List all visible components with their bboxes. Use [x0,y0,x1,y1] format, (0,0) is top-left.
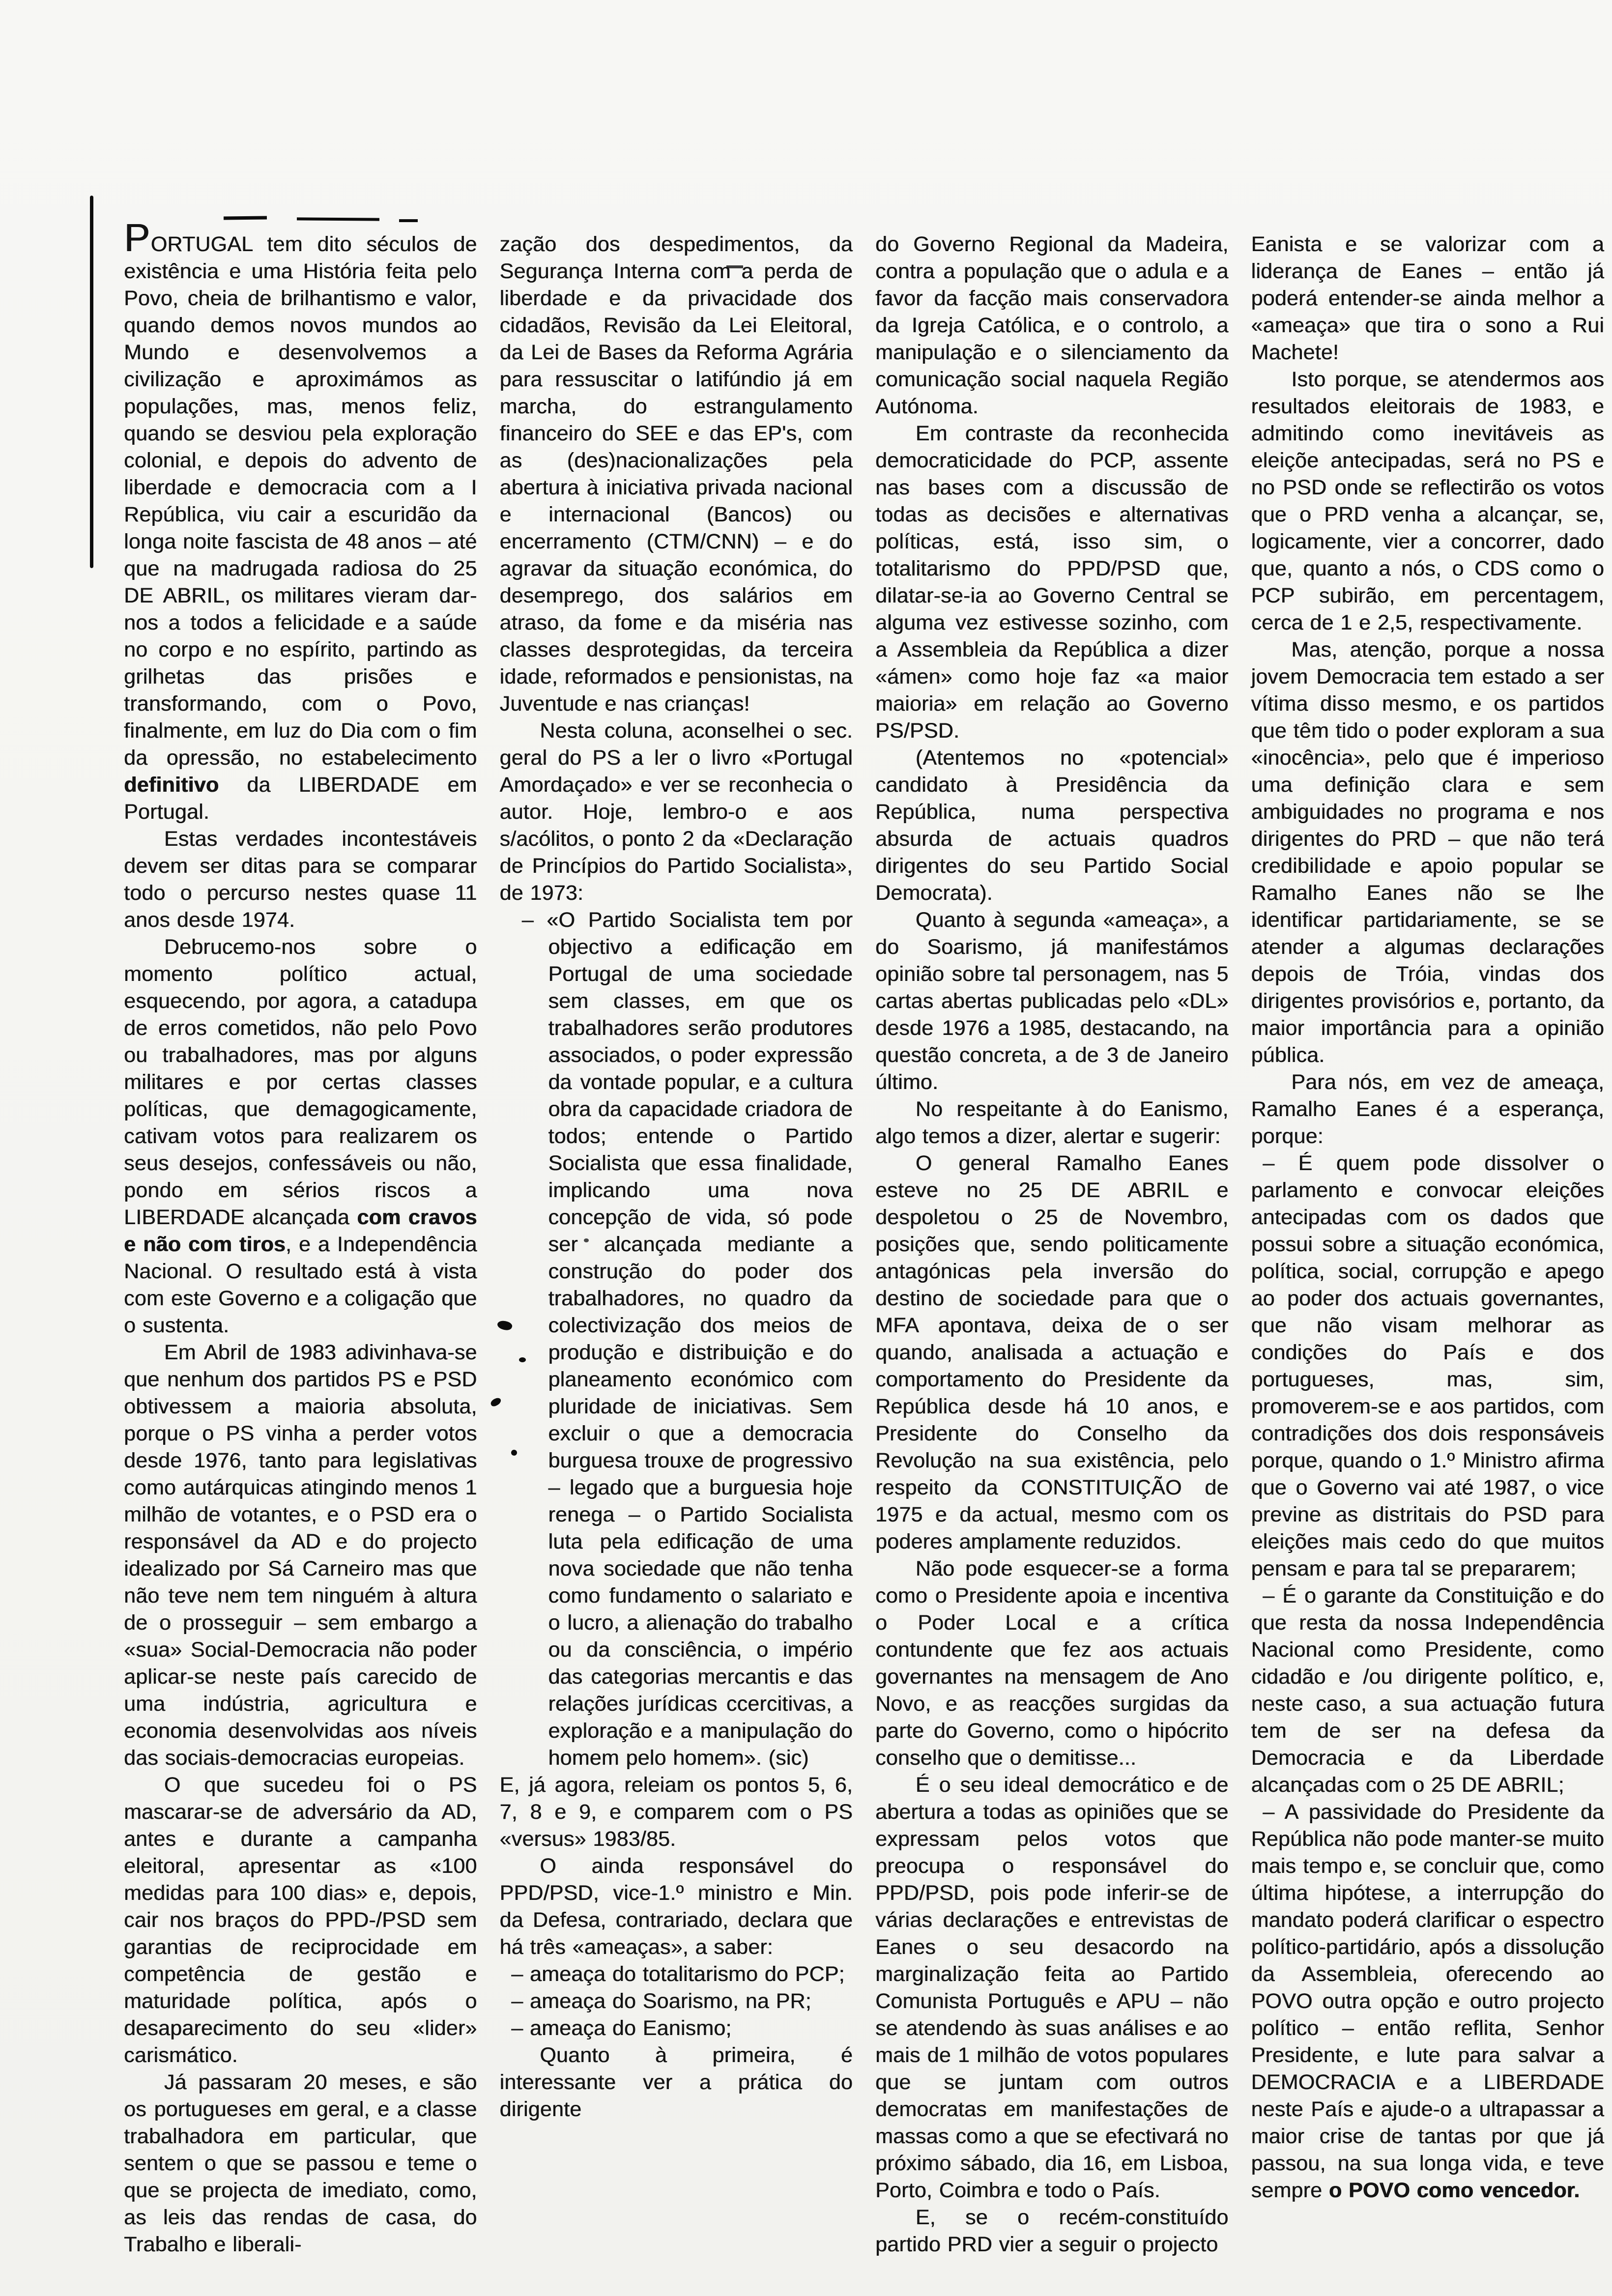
article-column-1 [124,216,477,2258]
paragraph: Isto porque, se atendermos aos resultados eleitorais de 1983, e admitindo como inevitáveis as eleiçõe antecipadas, será no PS e no PSD onde se reflectirão os votos que o PRD venha a alcançar, se, logicamente, vier a concorrer, dado que, quanto a nós, o CDS como o PCP subirão, em percentagem, cerca de 1 e 2,5, respectivamente. [1251,368,1604,634]
paragraph: E, já agora, releiam os pontos 5, 6, 7, 8 e 9, e comparem com o PS «versus» 1983/85. [499,1773,853,1851]
paragraph: – ameaça do Soarismo, na PR; [511,1989,811,2013]
paragraph: E, se o recém-constituído partido PRD vier a seguir o projecto [875,2206,1229,2256]
paragraph: do Governo Regional da Madeira, contra a população que o adula e a favor da facção mais conservadora da Igreja Católica, e o controlo, a manipulação e o silenciamento da comunicação social naquela Região Autónoma. [875,232,1229,418]
paragraph: Estas verdades incontestáveis devem ser ditas para se comparar todo o percurso nestes quase 11 anos desde 1974. [124,827,477,932]
scan-artifact-dash [399,219,418,222]
paragraph: É o seu ideal democrático e de abertura a todas as opiniões que se expressam pelos votos que preocupa o responsável do PPD/PSD, pois pode inferir-se de várias declarações e entrevistas de Eanes o seu desacordo na marginalização feita ao Partido Comunista Português e APU – não se atendendo às suas análises e ao mais de 1 milhão de votos populares que se juntam com outros democratas em manifestações de massas como a que se efectivará no próximo sábado, dia 16, em Lisboa, Porto, Coimbra e todo o País. [875,1773,1229,2202]
article-column-2 [500,231,853,2258]
paragraph: – É o garante da Constituição e do que resta da nossa Independência Nacional como Presidente, como cidadão e /ou dirigente político, e, neste caso, a sua actuação futura tem de ser na defesa da Democracia e da Liberdade alcançadas com o 25 DE ABRIL; [1251,1584,1604,1797]
paragraph: – ameaça do Eanismo; [511,2016,732,2040]
paragraph: No respeitante à do Eanismo, algo temos a dizer, alertar e sugerir: [875,1097,1229,1148]
paragraph: O ainda responsável do PPD/PSD, vice-1.º ministro e Min. da Defesa, contrariado, declara que há três «ameaças», a saber: [499,1854,853,1959]
article-column-3 [875,231,1229,2258]
article-column-4 [1251,231,1605,2258]
paragraph: Em Abril de 1983 adivinhava-se que nenhum dos partidos PS e PSD obtivessem a maioria absoluta, porque o PS vinha a perder votos desde 1976, tanto para legislativas como autárquicas atingindo menos 1 milhão de votantes, e o PSD era o responsável da AD e do projecto idealizado por Sá Carneiro mas que não teve nem tem ninguém à altura de o prosseguir – sem embargo a «sua» Social-Democracia não poder aplicar-se neste país carecido de uma indústria, agricultura e economia desenvolvidas aos níveis das sociais-democracias europeias. [124,1341,477,1770]
scan-artifact-dash [224,216,267,220]
paragraph: – A passividade do Presidente da República não pode manter-se muito mais tempo e, se concluir que, como última hipótese, a interrupção do mandato poderá clarificar o espectro político-partidário, após a dissolução da Assembleia, oferecendo ao POVO outra opção e outro projecto político – então reflita, Senhor Presidente, e lute para salvar a DEMOCRACIA e a LIBERDADE neste País e ajude-o a ultrapassar a maior crise de tantas por que já passou, na sua longa vida, e teve sempre o POVO como vencedor. [1251,1800,1604,2202]
paragraph: – ameaça do totalitarismo do PCP; [511,1962,845,1986]
paragraph: O que sucedeu foi o PS mascarar-se de adversário da AD, antes e durante a campanha eleitoral, apresentar as «100 medidas para 100 dias» e, depois, cair nos braços do PPD-/PSD sem garantias de reciprocidade em competência de gestão e maturidade política, após o desaparecimento do seu «lider» carismático. [124,1773,477,2067]
paragraph: O general Ramalho Eanes esteve no 25 DE ABRIL e despoletou o 25 de Novembro, posições que, sendo politicamente antagónicas pela inversão do destino de sociedade para que o MFA apontava, deixa de o ser quando, analisada a actuação e comportamento do Presidente da República desde há 10 anos, e Presidente do Conselho da Revolução na sua existência, pelo respeito da CONSTITUIÇÃO de 1975 e da actual, mesmo com os poderes amplamente reduzidos. [875,1151,1229,1553]
paragraph: Não pode esquecer-se a forma como o Presidente apoia e incentiva o Poder Local e a crítica contundente que fez aos actuais governantes na mensagem de Ano Novo, e as reacções surgidas da parte do Governo, como o hipócrito conselho que o demitisse... [875,1557,1229,1770]
paragraph: zação dos despedimentos, da Segurança Interna com a perda de liberdade e da privacidade dos cidadãos, Revisão da Lei Eleitoral, da Lei de Bases da Reforma Agrária para ressuscitar o latifúndio já em marcha, do estrangulamento financeiro do SEE e das EP's, com as (des)nacionalizações pela abertura à iniciativa privada nacional e internacional (Bancos) ou encerramento (CTM/CNN) – e do agravar da situação económica, do desemprego, dos salários em atraso, da fome e da miséria nas classes desprotegidas, da terceira idade, reformados e pensionistas, na Juventude e nas crianças! [499,232,853,716]
paragraph: Em contraste da reconhecida democraticidade do PCP, assente nas bases com a discussão de todas as decisões e alternativas políticas, está, isso sim, o totalitarismo do PPD/PSD que, dilatar-se-ia ao Governo Central se alguma vez estivesse sozinho, com a Assembleia da República a dizer «ámen» como hoje faz «a maior maioria» em relação ao Governo PS/PSD. [875,422,1229,743]
paragraph: Mas, atenção, porque a nossa jovem Democracia tem estado a ser vítima disso mesmo, e os partidos que têm tido o poder exploram a sua «inocência», pelo que é imperioso uma definição clara e sem ambiguidades no programa e nos dirigentes do PRD – que não terá credibilidade e apoio popular se Ramalho Eanes não se lhe identificar partidariamente, se se atender a algumas declarações depois de Tróia, vindas dos dirigentes provisórios e, portanto, da maior importância para a opinião pública. [1251,638,1604,1067]
paragraph: – É quem pode dissolver o parlamento e convocar eleições antecipadas com os dados que possui sobre a situação económica, política, social, corrupção e apego ao poder dos actuais governantes, que não visam melhorar as condições do País e dos portugueses, mas, sim, promoverem-se e aos partidos, com contradições dos dois responsáveis porque, quando o 1.º Ministro afirma que o Governo vai até 1987, o vice previne as distritais do PSD para eleições mais cedo do que muitos pensam e para tal se prepararem; [1251,1151,1604,1580]
scan-artifact-vertical-line [90,196,93,568]
paragraph: Para nós, em vez de ameaça, Ramalho Eanes é a esperança, porque: [1251,1070,1604,1148]
paragraph: Já passaram 20 meses, e são os portugueses em geral, e a classe trabalhadora em particular, que sentem o que se passou e teme o que se projecta de imediato, como, as leis das rendas de casa, do Trabalho e liberali- [124,2070,477,2256]
paragraph: Debrucemo-nos sobre o momento político actual, esquecendo, por agora, a catadupa de erros cometidos, não pelo Povo ou trabalhadores, mas por alguns militares e por certas classes políticas, que demagogicamente, cativam votos para realizarem os seus desejos, confessáveis ou não, pondo em sérios riscos a LIBERDADE alcançada com cravos e não com tiros, e a Independência Nacional. O resultado está à vista com este Governo e a coligação que o sustenta. [124,935,477,1337]
paragraph: Eanista e se valorizar com a liderança de Eanes – então já poderá entender-se ainda melhor a «ameaça» que tira o sono a Rui Machete! [1251,232,1604,364]
paragraph: (Atentemos no «potencial» candidato à Presidência da República, numa perspectiva absurda de actuais quadros dirigentes do seu Partido Social Democrata). [875,746,1229,905]
paragraph: Quanto à primeira, é interessante ver a prática do dirigente [499,2043,853,2121]
paragraph: Nesta coluna, aconselhei o sec. geral do PS a ler o livro «Portugal Amordaçado» e ver se reconhecia o autor. Hoje, lembro-o e aos s/acólitos, o ponto 2 da «Declaração de Princípios do Partido Socialista», de 1973: [499,719,853,905]
scan-artifact-dash [297,217,379,221]
drop-cap-letter: P [124,216,151,259]
paragraph: – «O Partido Socialista tem por objectivo a edificação em Portugal de uma sociedade sem classes, em que os trabalhadores serão produtores associados, o poder expressão da vontade popular, e a cultura obra da capacidade criadora de todos; entende o Partido Socialista que essa finalidade, implicando uma nova concepção de vida, só pode ser alcançada mediante a construção do poder dos trabalhadores, no quadro da colectivização dos meios de produção e distribuição e do planeamento económico com pluridade de iniciativas. Sem excluir o que a democracia burguesa trouxe de progressivo – legado que a burguesia hoje renega – o Partido Socialista luta pela edificação de uma nova sociedade que não tenha como fundamento o salariato e o lucro, a alienação do trabalho ou da consciência, o império das categorias mercantis e das relações jurídicas ccercitivas, a exploração e a manipulação do homem pelo homem». (sic) [521,908,853,1770]
paragraph: Quanto à segunda «ameaça», a do Soarismo, já manifestámos opinião sobre tal personagem, nas 5 cartas abertas publicadas pelo «DL» desde 1976 a 1985, destacando, na questão concreta, a de 3 de Janeiro último. [875,908,1229,1094]
lead-paragraph: PORTUGAL tem dito séculos de existência e uma História feita pelo Povo, cheia de brilhantismo e valor, quando demos novos mundos ao Mundo e desenvolvemos a civilização e aproximámos as populações, mas, menos feliz, quando se desviou pela exploração colonial, e depois do advento de liberdade e democracia com a I República, viu cair a escuridão da longa noite fascista de 48 anos – até que na madrugada radiosa do 25 DE ABRIL, os militares vieram dar-nos a todos a felicidade e a saúde no corpo e no espírito, partindo as grilhetas das prisões e transformando, com o Povo, finalmente, em luz do Dia com o fim da opressão, no estabelecimento definitivo da LIBERDADE em Portugal. [124,216,477,824]
article-body [124,216,1604,2258]
